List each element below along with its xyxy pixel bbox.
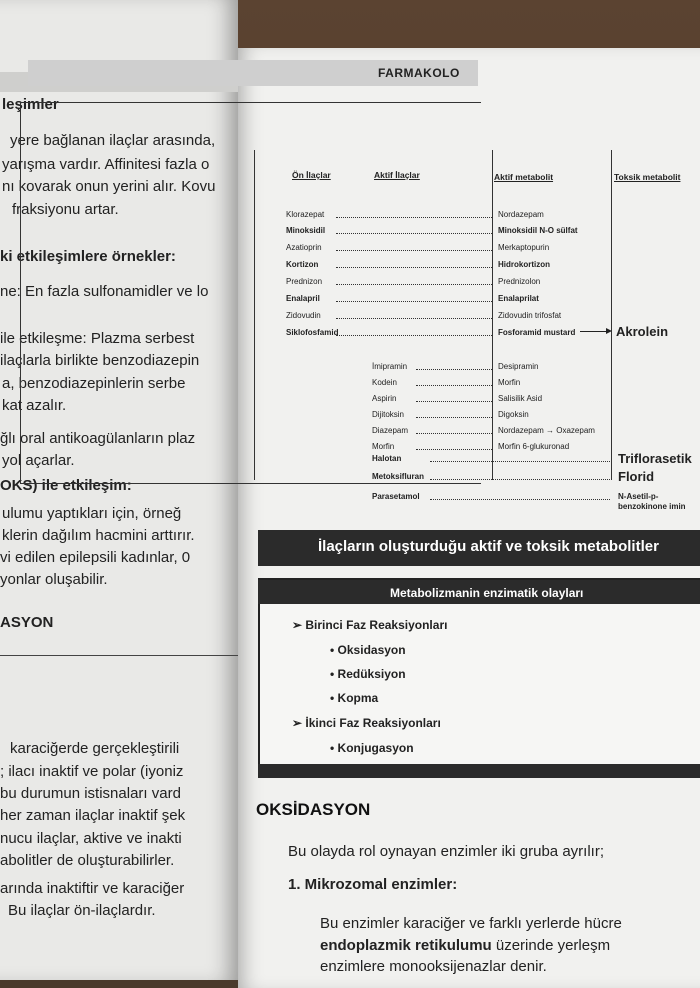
enzymatic-list-label: Oksidasyon: [337, 643, 406, 657]
prodrug-name: Azatioprin: [286, 243, 322, 252]
active-metabolite: Enalaprilat: [498, 294, 539, 303]
leader-dots: [336, 267, 492, 268]
active-drug-name: Morfin: [372, 442, 395, 451]
toxic-drug-name: Halotan: [372, 454, 402, 463]
arrow-bullet-icon: ➢: [292, 716, 306, 730]
leader-dots: [430, 479, 610, 480]
active-metabolite: Zidovudin trifosfat: [498, 311, 562, 320]
active-metabolite: Nordazepam → Oxazepam: [498, 426, 595, 435]
toxic-drug-name: Metoksifluran: [372, 472, 425, 481]
active-metabolite: Salisilik Asid: [498, 394, 543, 403]
leader-dots: [416, 401, 492, 402]
enzymatic-box: [258, 578, 700, 778]
enzymatic-list-label: Redüksiyon: [337, 667, 406, 681]
bullet-icon: •: [330, 691, 338, 705]
table-divider: [611, 150, 612, 480]
enzymatic-box-footer: [258, 764, 700, 778]
left-page-line: ilaçlarla birlikte benzodiazepin: [0, 352, 200, 369]
leader-dots: [336, 335, 492, 336]
table-divider: [492, 150, 493, 480]
left-page-line: ğlı oral antikoagülanların plaz: [0, 430, 196, 447]
header-toksik-metabolit: Toksik metabolit: [614, 172, 681, 182]
toxic-metabolite: N-Asetil-p-: [618, 492, 659, 501]
left-page-line: Bu ilaçlar ön-ilaçlardır.: [8, 902, 156, 919]
section-intro: Bu olayda rol oynayan enzimler iki gruba ayrılır;: [288, 843, 604, 860]
leader-dots: [430, 499, 610, 500]
left-page-line: ki etkileşimlere örnekler:: [0, 248, 176, 265]
active-metabolite: Digoksin: [498, 410, 529, 419]
left-page-line: bu durumun istisnaları vard: [0, 785, 181, 802]
prodrug-name: Minoksidil: [286, 226, 326, 235]
toxic-drug-name: Parasetamol: [372, 492, 420, 501]
prodrug-name: Prednizon: [286, 277, 323, 286]
enzymatic-list-item: [330, 741, 414, 755]
toxic-metabolite: Triflorasetik: [618, 451, 692, 466]
prodrug-name: Siklofosfamid: [286, 328, 339, 337]
enzymatic-list-item: [330, 691, 378, 705]
header-aktif-ilaclar: Aktif İlaçlar: [374, 170, 420, 180]
section-subtitle: 1. Mikrozomal enzimler:: [288, 876, 458, 893]
left-page-line: yarışma vardır. Affinitesi fazla o: [2, 156, 210, 173]
bullet-icon: •: [330, 667, 338, 681]
section-rule: [0, 655, 238, 656]
left-page-line: leşimler: [2, 96, 59, 113]
bullet-icon: •: [330, 741, 338, 755]
left-page-line: nı kovarak onun yerini alır. Kovu: [2, 178, 216, 195]
metabolite-table: [20, 102, 481, 484]
leader-dots: [416, 385, 492, 386]
enzymatic-list-label: Birinci Faz Reaksiyonları: [305, 618, 448, 632]
leader-dots: [336, 301, 492, 302]
left-page-line: arında inaktiftir ve karaciğer: [0, 880, 185, 897]
prodrug-name: Enalapril: [286, 294, 320, 303]
active-metabolite: Nordazepam: [498, 210, 544, 219]
prodrug-name: Zidovudin: [286, 311, 321, 320]
section-title: OKSİDASYON: [256, 800, 371, 819]
enzymatic-list-item: [330, 667, 406, 681]
leader-dots: [416, 449, 492, 450]
prodrug-name: Kortizon: [286, 260, 319, 269]
left-page-line: yonlar oluşabilir.: [0, 571, 108, 588]
enzymatic-list-item: [330, 643, 406, 657]
active-metabolite: Fosforamid mustard: [498, 328, 576, 337]
table-caption: İlaçların oluşturduğu aktif ve toksik metabolitler: [318, 538, 659, 555]
left-page-line: her zaman ilaçlar inaktif şek: [0, 807, 186, 824]
header-aktif-metabolit: Aktif metabolit: [494, 172, 554, 182]
section-paragraph-line: [320, 937, 610, 954]
bullet-icon: •: [330, 643, 338, 657]
left-page-line: abolitler de oluşturabilirler.: [0, 852, 175, 869]
leader-dots: [336, 233, 492, 234]
left-page-line: OKS) ile etkileşim:: [0, 477, 132, 494]
emphasis-term: endoplazmik retikulumu: [320, 937, 492, 954]
active-metabolite: Morfin: [498, 378, 521, 387]
active-metabolite: Desipramin: [498, 362, 539, 371]
leader-dots: [336, 318, 492, 319]
table-divider: [254, 150, 255, 480]
arrow-bullet-icon: ➢: [292, 618, 306, 632]
left-page-line: fraksiyonu artar.: [12, 201, 119, 218]
active-metabolite: Hidrokortizon: [498, 260, 550, 269]
left-page-line: yere bağlanan ilaçlar arasında,: [10, 132, 216, 149]
enzymatic-list-label: Konjugasyon: [337, 741, 414, 755]
left-page-line: yol açarlar.: [2, 452, 75, 469]
active-metabolite: Morfin 6-glukuronad: [498, 442, 570, 451]
active-metabolite: Merkaptopurin: [498, 243, 550, 252]
enzymatic-box-title: Metabolizmanin enzimatik olayları: [390, 586, 584, 600]
left-page-line: ; ilacı inaktif ve polar (iyoniz: [0, 763, 184, 780]
left-page-line: ne: En fazla sulfonamidler ve lo: [0, 283, 209, 300]
active-drug-name: Kodein: [372, 378, 397, 387]
arrow-icon: [580, 331, 610, 332]
left-page-line: ulumu yaptıkları için, örneğ: [2, 505, 182, 522]
left-page-line: kat azalır.: [2, 397, 67, 414]
left-page-line: a, benzodiazepinlerin serbe: [2, 375, 186, 392]
active-metabolite: Minoksidil N-O sülfat: [498, 226, 578, 235]
left-page-line: nucu ilaçlar, aktive ve inakti: [0, 830, 182, 847]
active-metabolite: Prednizolon: [498, 277, 541, 286]
section-paragraph-rest: üzerinde yerleşm: [491, 937, 611, 954]
left-page-line: klerin dağılım hacmini arttırır.: [2, 527, 195, 544]
leader-dots: [416, 369, 492, 370]
page-header-title: FARMAKOLO: [378, 66, 460, 80]
enzymatic-list-item: [292, 618, 447, 632]
toxic-metabolite: Florid: [618, 469, 655, 484]
left-page-line: ASYON: [0, 614, 54, 631]
leader-dots: [416, 433, 492, 434]
leader-dots: [416, 417, 492, 418]
prodrug-name: Klorazepat: [286, 210, 325, 219]
enzymatic-list-label: Kopma: [337, 691, 379, 705]
enzymatic-list-item: [292, 716, 441, 730]
leader-dots: [336, 284, 492, 285]
section-paragraph-line: enzimlere monooksijenazlar denir.: [320, 958, 547, 975]
leader-dots: [336, 217, 492, 218]
active-drug-name: Diazepam: [372, 426, 409, 435]
enzymatic-list-label: İkinci Faz Reaksiyonları: [305, 716, 441, 730]
active-drug-name: Dijitoksin: [372, 410, 405, 419]
left-page-line: karaciğerde gerçekleştirili: [10, 740, 180, 757]
active-drug-name: İmipramin: [372, 362, 408, 371]
header-on-ilaclar: Ön İlaçlar: [292, 170, 331, 180]
leader-dots: [336, 250, 492, 251]
left-page-line: vi edilen epilepsili kadınlar, 0: [0, 549, 191, 566]
active-drug-name: Aspirin: [372, 394, 397, 403]
toxic-akrolein: Akrolein: [616, 324, 669, 339]
section-paragraph-line: Bu enzimler karaciğer ve farklı yerlerde hücre: [320, 915, 622, 932]
left-page-line: ile etkileşme: Plazma serbest: [0, 330, 195, 347]
toxic-benzokinone: benzokinone imin: [618, 502, 686, 511]
leader-dots: [430, 461, 610, 462]
